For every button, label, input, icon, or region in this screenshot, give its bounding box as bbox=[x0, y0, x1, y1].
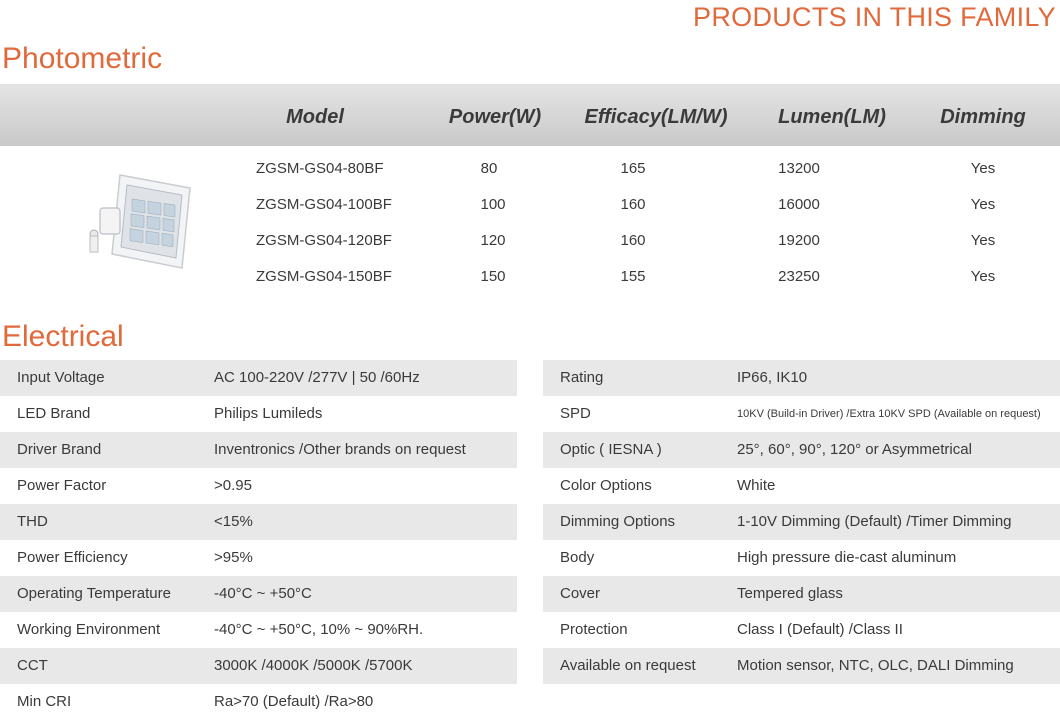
lumen-cell: 19200 bbox=[778, 232, 820, 249]
spec-row-working-environment bbox=[0, 612, 517, 648]
spec-row-dimming-options bbox=[543, 504, 1060, 540]
power-cell: 150 bbox=[480, 268, 506, 285]
model-cell: ZGSM-GS04-150BF bbox=[256, 268, 392, 285]
efficacy-cell: 160 bbox=[620, 232, 646, 249]
spec-value: <15% bbox=[214, 513, 253, 530]
spec-label: Color Options bbox=[560, 477, 652, 494]
spec-label: Min CRI bbox=[17, 693, 72, 710]
dimming-cell: Yes bbox=[970, 232, 996, 249]
power-cell: 100 bbox=[480, 196, 506, 213]
spec-label: Protection bbox=[560, 621, 628, 638]
spec-row-thd bbox=[0, 504, 517, 540]
efficacy-cell: 155 bbox=[620, 268, 646, 285]
spec-value: AC 100-220V /277V | 50 /60Hz bbox=[214, 369, 420, 386]
spec-value: -40°C ~ +50°C, 10% ~ 90%RH. bbox=[214, 621, 424, 638]
spec-row-protection bbox=[543, 612, 1060, 648]
spec-label: Cover bbox=[560, 585, 601, 602]
spec-label: Working Environment bbox=[17, 621, 161, 638]
spec-row-optic bbox=[543, 432, 1060, 468]
col-model: Model bbox=[286, 106, 344, 128]
spec-label: Optic ( IESNA ) bbox=[560, 441, 662, 458]
spec-label: SPD bbox=[560, 405, 591, 422]
efficacy-cell: 165 bbox=[620, 160, 646, 177]
photometric-title: Photometric bbox=[2, 42, 163, 75]
dimming-cell: Yes bbox=[970, 268, 996, 285]
spec-label: Power Factor bbox=[17, 477, 107, 494]
spec-row-power-efficiency bbox=[0, 540, 517, 576]
spec-label: Input Voltage bbox=[17, 369, 105, 386]
spec-label: Power Efficiency bbox=[17, 549, 128, 566]
col-lumen: Lumen(LM) bbox=[778, 106, 886, 128]
spec-label: Driver Brand bbox=[17, 441, 102, 458]
spec-label: Operating Temperature bbox=[17, 585, 171, 602]
dimming-cell: Yes bbox=[970, 196, 996, 213]
lumen-cell: 16000 bbox=[778, 196, 820, 213]
spec-label: Body bbox=[560, 549, 595, 566]
spec-value: High pressure die-cast aluminum bbox=[737, 549, 957, 566]
spec-label: THD bbox=[17, 513, 48, 530]
spec-value: 3000K /4000K /5000K /5700K bbox=[214, 657, 413, 674]
spec-value: 25°, 60°, 90°, 120° or Asymmetrical bbox=[737, 441, 972, 458]
spec-label: LED Brand bbox=[17, 405, 91, 422]
spec-row-led-brand bbox=[0, 396, 517, 432]
spec-value: Philips Lumileds bbox=[214, 405, 323, 422]
family-title: PRODUCTS IN THIS FAMILY bbox=[693, 2, 1056, 32]
spec-row-spd bbox=[543, 396, 1060, 432]
spec-label: Rating bbox=[560, 369, 604, 386]
spec-value: Class I (Default) /Class II bbox=[737, 621, 903, 638]
electrical-title: Electrical bbox=[2, 320, 124, 353]
spec-value: >95% bbox=[214, 549, 253, 566]
dimming-cell: Yes bbox=[970, 160, 996, 177]
spec-value: -40°C ~ +50°C bbox=[214, 585, 312, 602]
model-cell: ZGSM-GS04-80BF bbox=[256, 160, 384, 177]
spec-row-rating bbox=[543, 360, 1060, 396]
spec-value: Tempered glass bbox=[737, 585, 843, 602]
spec-label: CCT bbox=[17, 657, 48, 674]
power-cell: 80 bbox=[480, 160, 498, 177]
model-cell: ZGSM-GS04-100BF bbox=[256, 196, 392, 213]
spec-row-cct bbox=[0, 648, 517, 684]
spec-label: Available on request bbox=[560, 657, 696, 674]
spec-row-operating-temperature bbox=[0, 576, 517, 612]
lumen-cell: 23250 bbox=[778, 268, 820, 285]
efficacy-cell: 160 bbox=[620, 196, 646, 213]
col-power: Power(W) bbox=[448, 106, 542, 128]
spec-value: 1-10V Dimming (Default) /Timer Dimming bbox=[737, 513, 1012, 530]
spec-row-color-options bbox=[543, 468, 1060, 504]
photometric-header bbox=[0, 84, 1060, 146]
model-cell: ZGSM-GS04-120BF bbox=[256, 232, 392, 249]
spec-value: Inventronics /Other brands on request bbox=[214, 441, 466, 458]
spec-label: Dimming Options bbox=[560, 513, 676, 530]
spec-value: 10KV (Build-in Driver) /Extra 10KV SPD (Available on request) bbox=[737, 408, 1041, 420]
lumen-cell: 13200 bbox=[778, 160, 820, 177]
spec-row-available-on-request bbox=[543, 648, 1060, 684]
col-efficacy: Efficacy(LM/W) bbox=[584, 106, 728, 128]
spec-value: Ra>70 (Default) /Ra>80 bbox=[214, 693, 374, 710]
spec-row-body bbox=[543, 540, 1060, 576]
spec-value: >0.95 bbox=[214, 477, 252, 494]
spec-row-power-factor bbox=[0, 468, 517, 504]
spec-row-input-voltage bbox=[0, 360, 517, 396]
spec-row-min-cri bbox=[0, 684, 517, 720]
power-cell: 120 bbox=[480, 232, 506, 249]
floodlight-image bbox=[82, 170, 197, 275]
col-dimming: Dimming bbox=[940, 106, 1026, 128]
spec-row-cover bbox=[543, 576, 1060, 612]
spec-value: Motion sensor, NTC, OLC, DALI Dimming bbox=[737, 657, 1014, 674]
spec-value: White bbox=[737, 477, 776, 494]
spec-row-driver-brand bbox=[0, 432, 517, 468]
spec-value: IP66, IK10 bbox=[737, 369, 808, 386]
